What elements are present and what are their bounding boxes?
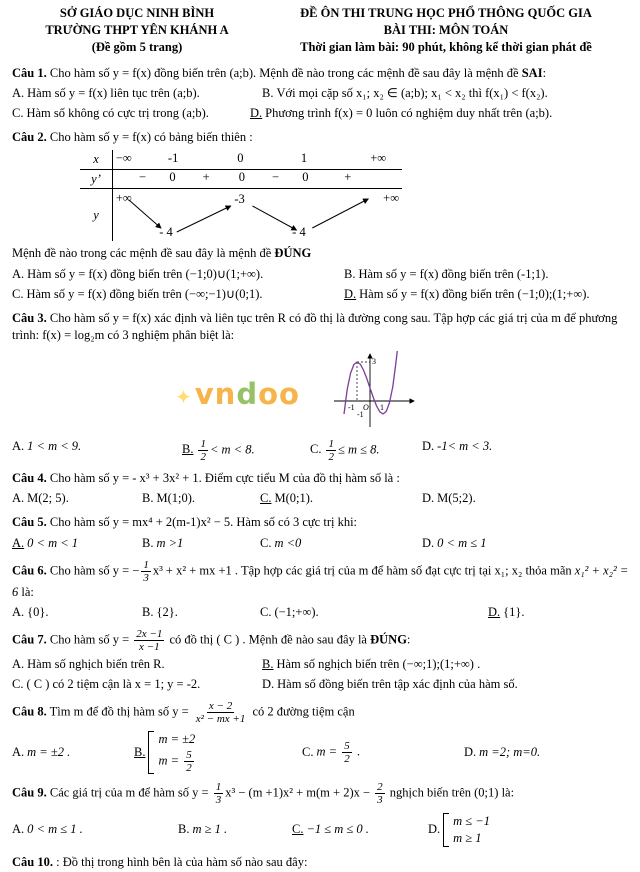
option xyxy=(262,85,630,102)
q8-options-row xyxy=(12,731,630,774)
option-text: Hàm số đồng biến trên tập xác định của hàm số. xyxy=(277,677,518,692)
question-label: Câu 3. xyxy=(12,310,47,325)
question-7-text: Câu 7. Cho hàm số y = $\frac{2x -1}{x -1}$ có đồ thị ( C ) . Mệnh đề nào sau đây là ĐÚNG: xyxy=(12,628,411,654)
watermark-text: oo xyxy=(258,377,300,411)
option xyxy=(12,438,182,463)
q7-options-row-1 xyxy=(12,656,630,673)
question-4-text: Câu 4. Cho hàm số y = - x³ + 3x² + 1. Điểm cực tiểu M của đồ thị hàm số là : xyxy=(12,470,400,485)
option-letter: B. xyxy=(262,86,274,101)
option xyxy=(422,438,630,463)
option xyxy=(344,266,630,283)
pages-line: (Đề gồm 5 trang) xyxy=(91,39,183,54)
option-text: 0 < m < 1 xyxy=(27,535,79,550)
variation-arrows xyxy=(113,189,402,241)
option xyxy=(260,604,488,621)
question-label: Câu 9. xyxy=(12,785,47,800)
question-5 xyxy=(12,514,630,551)
label-x1: 1 xyxy=(380,402,384,412)
option-letter: D. xyxy=(422,491,435,506)
option-letter: B. xyxy=(262,657,274,672)
option-letter: B. xyxy=(178,822,190,837)
left-bracket xyxy=(148,731,154,774)
option-text: m = ±2 . xyxy=(27,745,71,760)
option-letter: C. xyxy=(12,286,24,301)
option-text: {0}. xyxy=(27,605,49,620)
option xyxy=(250,105,630,122)
option-letter: D. xyxy=(344,286,357,301)
fraction: $\frac{5}{2}$ xyxy=(344,740,350,766)
option-letter: D. xyxy=(428,821,441,836)
option-letter: D. xyxy=(262,677,275,692)
variation-table xyxy=(80,150,402,241)
question-label: Câu 7. xyxy=(12,632,47,647)
fraction: $\frac{x - 2}{\text{x² − mx +1}}$ xyxy=(195,700,246,726)
option xyxy=(12,821,178,838)
option-text: -1< m < 3. xyxy=(437,438,493,453)
option xyxy=(12,85,262,102)
option-text: Phương trình f(x) = 0 luôn có nghiệm duy nhất trên (a;b). xyxy=(265,106,553,120)
option-text: Hàm số y = f(x) đồng biến trên (−∞;−1)∪(0;1). xyxy=(26,286,263,301)
question-9-text: Câu 9. Các giá trị của m để hàm số y = $\frac{1}{3}$ x³ − (m +1)x² + m(m + 2)x − $\frac{2}{3}$ nghịch biến trên (0;1) là: xyxy=(12,781,515,807)
question-9 xyxy=(12,781,630,847)
question-2-prompt: Mệnh đề nào trong các mệnh đề sau đây là mệnh đề ĐÚNG xyxy=(12,246,312,261)
question-2-text: Câu 2. Cho hàm số y = f(x) có bảng biến thiên : xyxy=(12,129,253,144)
yprime-header: y’ xyxy=(80,170,113,188)
question-8-text: Câu 8. Tìm m để đồ thị hàm số y = $\frac{x - 2}{\text{x² − mx +1}}$ có 2 đường tiệm cận xyxy=(12,700,355,726)
variation-table-x-row: x −∞ -1 0 1 +∞ xyxy=(80,150,402,170)
label-ymax: 3 xyxy=(372,356,376,366)
option xyxy=(422,490,630,507)
exam-duration-line: Thời gian làm bài: 90 phút, không kể thời gian phát đề xyxy=(300,39,592,54)
label-origin: O xyxy=(363,402,369,412)
option-text: Hàm số y = f(x) đồng biến trên (−1;0)∪(1;+∞). xyxy=(27,266,264,281)
option xyxy=(178,821,292,838)
option xyxy=(12,604,142,621)
option xyxy=(12,744,134,761)
option xyxy=(142,604,260,621)
option-letter: C. xyxy=(12,106,24,120)
option-text: m ≥ 1 . xyxy=(192,822,228,837)
option-letter: B. xyxy=(134,744,146,759)
department-line: SỞ GIÁO DỤC NINH BÌNH xyxy=(59,6,215,20)
watermark-text: d xyxy=(236,377,259,411)
curve-graph-svg xyxy=(324,347,420,431)
option-letter: A. xyxy=(12,438,25,453)
option: C. m = $\frac{5}{2}$ . xyxy=(302,740,360,766)
option xyxy=(12,105,250,122)
option-letter: D. xyxy=(464,745,477,760)
variation-table-yprime-row: y’ − 0 + 0 − 0 + xyxy=(80,170,402,189)
q3-options-row xyxy=(12,438,630,463)
option xyxy=(310,438,422,463)
option-letter: D. xyxy=(422,535,435,550)
option-text: Hàm số nghịch biến trên (−∞;1);(1;+∞) . xyxy=(276,657,481,672)
question-6 xyxy=(12,559,630,622)
header xyxy=(12,5,630,56)
option-letter: D. xyxy=(422,438,435,453)
option-letter: C. xyxy=(292,822,304,837)
option-text: < m < 8. xyxy=(209,442,255,457)
option-letter: D. xyxy=(250,106,263,120)
curve-graph xyxy=(324,347,420,435)
option-letter: B. xyxy=(344,266,356,281)
option-text: m >1 xyxy=(156,535,184,550)
option xyxy=(292,821,428,838)
fraction: $\frac{2x -1}{x -1}$ xyxy=(136,628,163,654)
exam-subject-line: BÀI THI: MÔN TOÁN xyxy=(383,22,509,37)
fraction: $\frac{1}{3}$ xyxy=(143,558,149,584)
option-text: M(1;0). xyxy=(156,491,196,506)
option xyxy=(262,676,630,693)
option-letter: A. xyxy=(12,491,25,506)
school-line: TRƯỜNG THPT YÊN KHÁNH A xyxy=(45,22,229,37)
option-letter: C. xyxy=(260,491,272,506)
option-letter: B. xyxy=(142,535,154,550)
question-label: Câu 4. xyxy=(12,470,47,485)
x-header: x xyxy=(80,150,113,169)
option-letter: A. xyxy=(12,657,25,672)
question-1-text: Câu 1. Cho hàm số y = f(x) đồng biến trên (a;b). Mệnh đề nào trong các mệnh đề sau đây là mệnh đề SAI: xyxy=(12,65,547,80)
watermark-text: vn xyxy=(194,377,237,411)
option-letter: A. xyxy=(12,822,25,837)
q2-options-row-2 xyxy=(12,286,630,303)
label-xminus1: -1 xyxy=(348,402,355,412)
option xyxy=(464,744,630,761)
option xyxy=(12,535,142,552)
question-10-text: Câu 10. : Đồ thị trong hình bên là của hàm số nào sau đây: xyxy=(12,855,308,870)
option-text: 0 < m ≤ 1 xyxy=(437,535,487,550)
option-letter: B. xyxy=(142,605,154,620)
option xyxy=(344,286,630,303)
option xyxy=(428,813,630,848)
q2-options-row-1 xyxy=(12,266,630,283)
option-text: {1}. xyxy=(503,605,525,620)
q7-options-row-2 xyxy=(12,676,630,693)
q4-options-row xyxy=(12,490,630,507)
y-header: y xyxy=(80,189,113,241)
question-2 xyxy=(12,129,630,303)
option-letter: B. xyxy=(142,491,154,506)
option xyxy=(12,656,262,673)
question-label: Câu 2. xyxy=(12,129,47,144)
option-text: ≤ m ≤ 8. xyxy=(337,442,380,457)
question-5-text: Câu 5. Cho hàm số y = mx⁴ + 2(m-1)x² − 5. Hàm số có 3 cực trị khi: xyxy=(12,515,358,530)
option-letter: A. xyxy=(12,605,25,620)
header-exam-block xyxy=(262,5,630,56)
option-text: Hàm số y = f(x) liên tục trên (a;b). xyxy=(27,86,200,101)
watermark xyxy=(175,377,300,411)
system-bracket: m = ±2 m = $\frac{5}{2}$ xyxy=(148,731,195,774)
option xyxy=(142,535,260,552)
option-text: m <0 xyxy=(274,535,302,550)
option-letter: D. xyxy=(488,605,501,620)
question-8 xyxy=(12,700,630,774)
fraction: $\frac{2}{3}$ xyxy=(377,781,383,807)
option-text: Với mọi cặp số x₁; x₂ ∈ (a;b); x₁ < x₂ thì f(x₁) < f(x₂). xyxy=(276,86,548,101)
option xyxy=(262,656,630,673)
fraction: $\frac{5}{2}$ xyxy=(186,749,192,775)
system-bracket: m ≤ −1 m ≥ 1 xyxy=(443,813,490,848)
option-text: Hàm số nghịch biến trên R. xyxy=(27,657,165,672)
option-text: {2}. xyxy=(156,605,178,620)
variation-table-y-row: y +∞ - 4 -3 - 4 +∞ xyxy=(80,189,402,241)
option xyxy=(12,490,142,507)
option xyxy=(134,731,302,774)
question-label: Câu 1. xyxy=(12,65,47,80)
q6-options-row xyxy=(12,604,630,621)
option xyxy=(12,286,344,303)
option-text: m =2; m=0. xyxy=(479,745,541,760)
option xyxy=(12,266,344,283)
fraction: $\frac{1}{3}$ xyxy=(215,781,222,807)
q1-options-row-1 xyxy=(12,85,630,102)
question-label: Câu 8. xyxy=(12,704,47,719)
q9-options-row xyxy=(12,813,630,848)
option-text: M(0;1). xyxy=(274,491,314,506)
left-bracket xyxy=(443,813,449,848)
question-3 xyxy=(12,310,630,463)
option-text: 1 < m < 9. xyxy=(27,438,82,453)
option xyxy=(260,490,422,507)
option-letter: C. xyxy=(260,535,272,550)
label-yminus1: -1 xyxy=(357,409,364,419)
option-text: 0 < m ≤ 1 . xyxy=(27,822,83,837)
option-text: ( C ) có 2 tiệm cận là x = 1; y = -2. xyxy=(26,677,201,692)
option-text: (−1;+∞). xyxy=(274,605,319,620)
option-letter: A. xyxy=(12,535,25,550)
watermark-star-icon: ✦ xyxy=(175,385,193,409)
option-letter: A. xyxy=(12,745,25,760)
fraction: $\frac{1}{2}$ xyxy=(328,437,334,463)
question-label: Câu 10. xyxy=(12,855,53,870)
option-letter: A. xyxy=(12,86,25,101)
option-letter: C. xyxy=(12,677,24,692)
question-7 xyxy=(12,628,630,693)
option-text: m = xyxy=(316,744,341,759)
q1-options-row-2 xyxy=(12,105,630,122)
q5-options-row xyxy=(12,535,630,552)
option xyxy=(142,490,260,507)
option xyxy=(260,535,422,552)
option xyxy=(488,604,630,621)
question-label: Câu 5. xyxy=(12,515,47,530)
question-3-text: Câu 3. Cho hàm số y = f(x) xác định và liên tục trên R có đồ thị là đường cong sau. Tập hợp các giá trị của m để phương trình: f(x) = log₂m có 3 nghiệm phân biệt là: xyxy=(12,310,618,343)
option-text: −1 ≤ m ≤ 0 . xyxy=(306,822,369,837)
question-label: Câu 6. xyxy=(12,563,47,578)
option-letter: C. xyxy=(302,744,314,759)
header-school-block xyxy=(12,5,262,56)
question-10 xyxy=(12,854,630,872)
option-letter: C. xyxy=(260,605,272,620)
question-4 xyxy=(12,470,630,507)
option-letter: C. xyxy=(310,442,322,457)
option xyxy=(422,535,630,552)
option xyxy=(12,676,262,693)
exam-title-line: ĐỀ ÔN THI TRUNG HỌC PHỔ THÔNG QUỐC GIA xyxy=(300,6,592,20)
option-text: Hàm số không có cực trị trong (a;b). xyxy=(26,106,209,120)
option-text: Hàm số y = f(x) đồng biến trên (-1;1). xyxy=(358,266,549,281)
option xyxy=(182,438,310,463)
option-text: Hàm số y = f(x) đồng biến trên (−1;0);(1;+∞). xyxy=(359,286,590,301)
option-text: M(5;2). xyxy=(437,491,476,506)
option-text: M(2; 5). xyxy=(27,491,69,506)
question-6-text: Câu 6. Cho hàm số y = − $\frac{1}{3}$ x³ + x² + mx +1 . Tập hợp các giá trị của m để hàm số đạt cực trị tại x₁; x₂ thỏa mãn x₁² + x₂² = 6 là: xyxy=(12,558,629,599)
question-1 xyxy=(12,65,630,122)
option-letter: B. xyxy=(182,442,194,457)
option-letter: A. xyxy=(12,266,25,281)
fraction: $\frac{1}{2}$ xyxy=(200,437,206,463)
